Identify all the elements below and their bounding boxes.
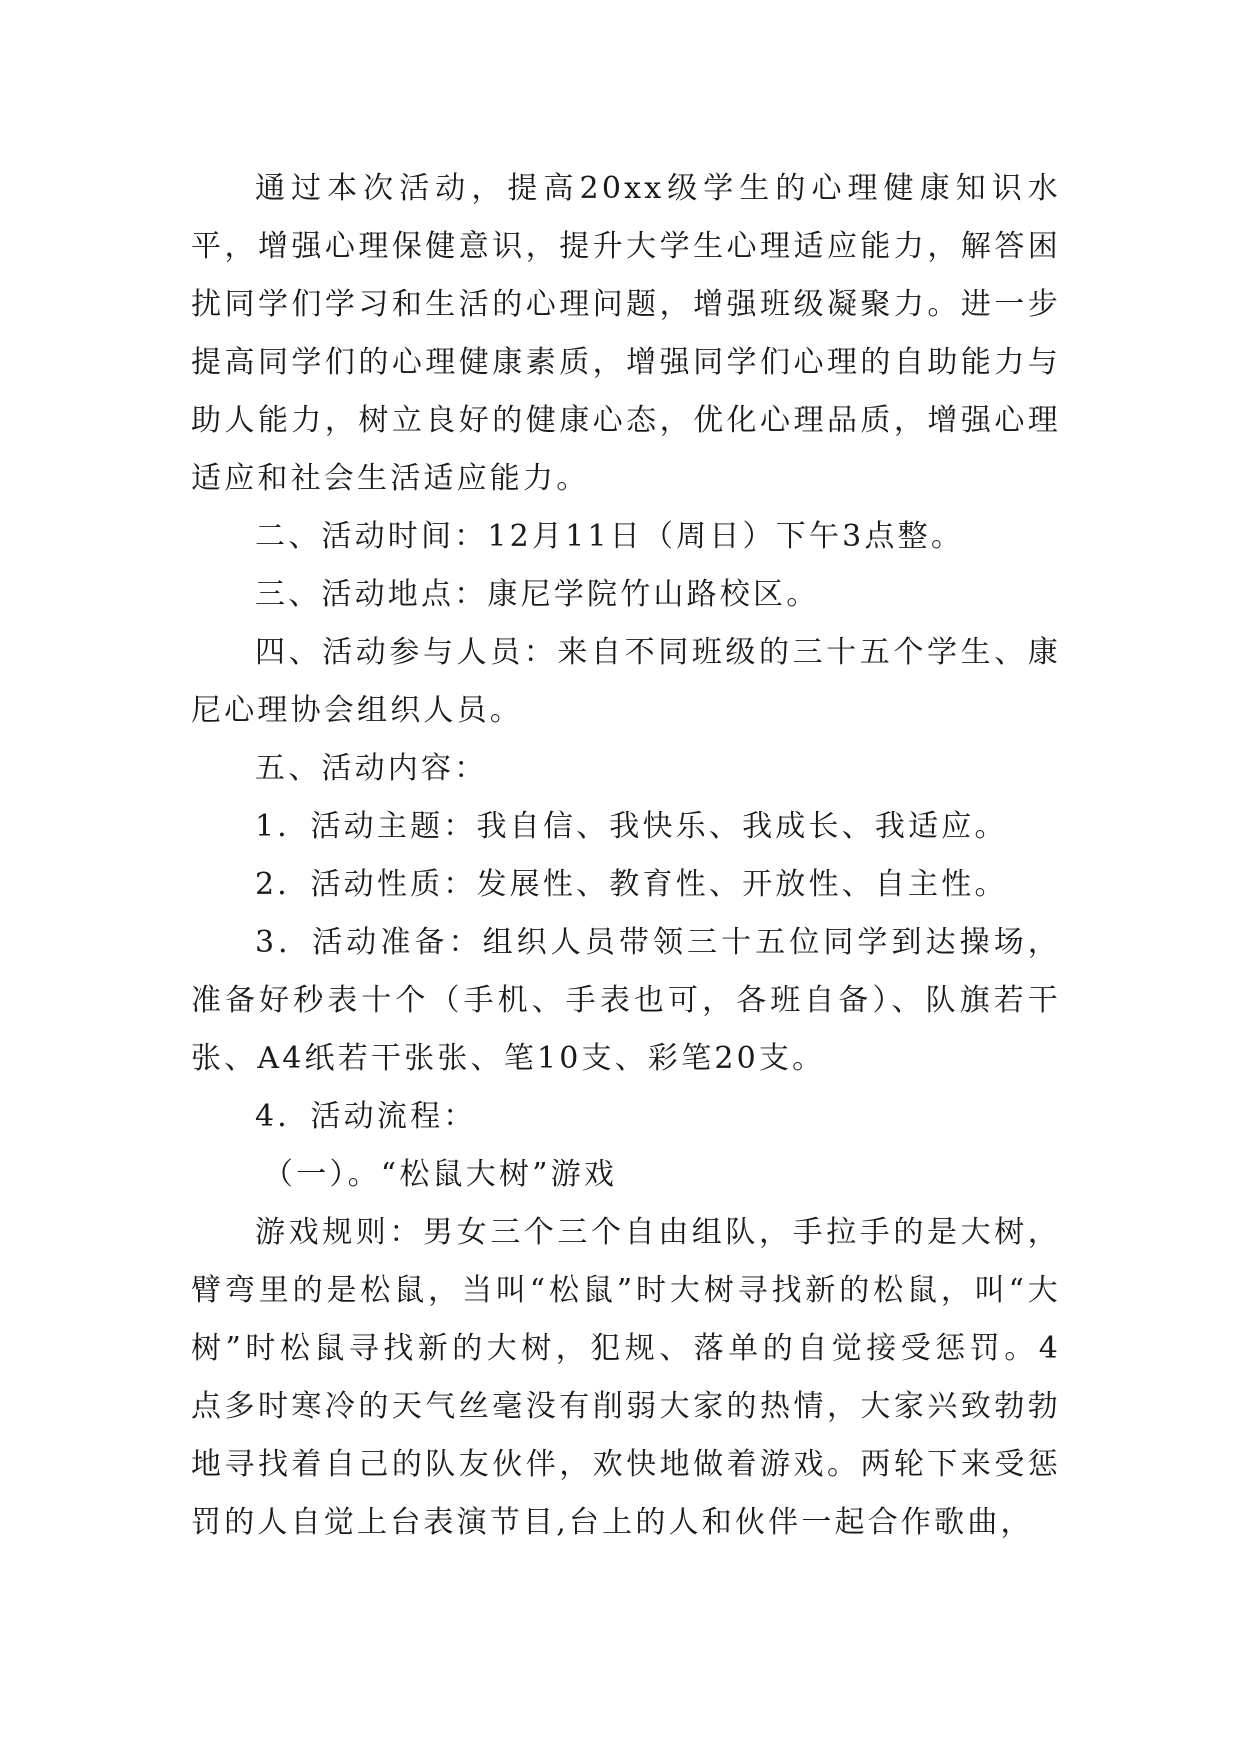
paragraph-process: 4．活动流程：: [255, 1099, 477, 1134]
section-heading-game: （一）。“松鼠大树”游戏: [263, 1157, 618, 1192]
paragraph-nature: 2．活动性质：发展性、教育性、开放性、自主性。: [255, 867, 1008, 902]
document-body: [191, 160, 1061, 1552]
paragraph-content-heading: 五、活动内容：: [255, 751, 488, 786]
paragraph-intro: 通过本次活动，提高20xx级学生的心理健康知识水平，增强心理保健意识，提升大学生心理适应能力，解答困扰同学们学习和生活的心理问题，增强班级凝聚力。进一步提高同学们的心理健康素质，增强同学们心理的自助能力与助人能力，树立良好的健康心态，优化心理品质，增强心理适应和社会生活适应能力。: [191, 171, 1061, 496]
paragraph-preparation: 3．活动准备：组织人员带领三十五位同学到达操场，准备好秒表十个（手机、手表也可，各班自备）、队旗若干张、A4纸若干张张、笔10支、彩笔20支。: [191, 925, 1061, 1076]
paragraph-game-rules: 游戏规则：男女三个三个自由组队，手拉手的是大树，臂弯里的是松鼠，当叫“松鼠”时大树寻找新的松鼠，叫“大树”时松鼠寻找新的大树，犯规、落单的自觉接受惩罚。4点多时寒冷的天气丝毫没有削弱大家的热情，大家兴致勃勃地寻找着自己的队友伙伴，欢快地做着游戏。两轮下来受惩罚的人自觉上台表演节目,台上的人和伙伴一起合作歌曲，: [191, 1215, 1061, 1540]
paragraph-theme: 1．活动主题：我自信、我快乐、我成长、我适应。: [255, 809, 1008, 844]
paragraph-participants: 四、活动参与人员：来自不同班级的三十五个学生、康尼心理协会组织人员。: [191, 635, 1061, 728]
paragraph-activity-location: 三、活动地点：康尼学院竹山路校区。: [255, 577, 820, 612]
paragraph-activity-time: 二、活动时间：12月11日（周日）下午3点整。: [255, 519, 965, 554]
